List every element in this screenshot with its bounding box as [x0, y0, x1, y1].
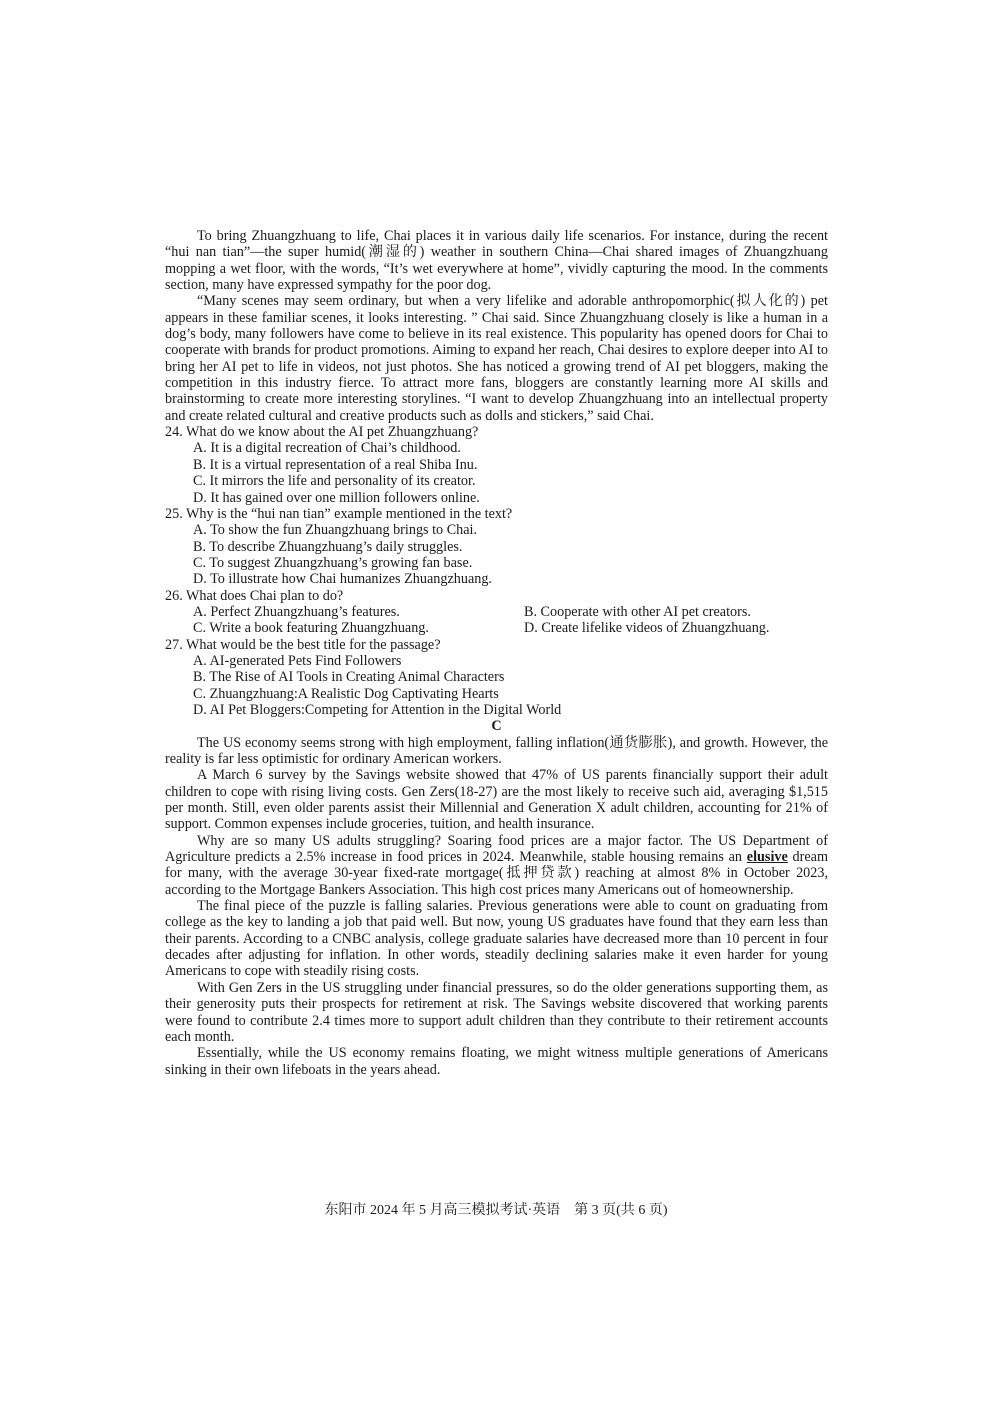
question-27-option-a: A. AI-generated Pets Find Followers — [193, 652, 402, 669]
question-25-stem: 25. Why is the “hui nan tian” example mentioned in the text? — [165, 505, 513, 522]
page-content — [165, 228, 828, 1078]
question-25-option-a: A. To show the fun Zhuangzhuang brings to Chai. — [193, 522, 478, 539]
question-25-option-b: B. To describe Zhuangzhuang’s daily struggles. — [193, 538, 463, 555]
question-26-options-row-2 — [193, 620, 828, 636]
question-27-option-c: C. Zhuangzhuang:A Realistic Dog Captivating Hearts — [193, 685, 499, 702]
question-26-option-a: A. Perfect Zhuangzhuang’s features. — [193, 603, 400, 620]
question-25-option-c: C. To suggest Zhuangzhuang’s growing fan base. — [193, 554, 473, 571]
question-27-stem: 27. What would be the best title for the passage? — [165, 636, 441, 653]
question-26-option-b: B. Cooperate with other AI pet creators. — [524, 603, 751, 620]
question-24-stem: 24. What do we know about the AI pet Zhuangzhuang? — [165, 424, 479, 441]
question-27-option-d: D. AI Pet Bloggers:Competing for Attention in the Digital World — [193, 701, 562, 718]
passage-c-paragraph-2: A March 6 survey by the Savings website showed that 47% of US parents financially support their adult children to cope with rising living costs. Gen Zers(18-27) are the most likely to receive such aid, averaging $1,515 per month. Still, even older parents assist their Millennial and Generation X adult children, accounting for 21% of support. Common expenses include groceries, tuition, and health insurance. — [165, 767, 828, 833]
question-26-option-c: C. Write a book featuring Zhuangzhuang. — [193, 620, 429, 637]
passage-c-paragraph-6: Essentially, while the US economy remains floating, we might witness multiple generations of Americans sinking in their own lifeboats in the years ahead. — [165, 1045, 828, 1078]
page-footer: 东阳市 2024 年 5 月高三模拟考试·英语 第 3 页(共 6 页) — [324, 1203, 668, 1218]
passage-c-paragraph-5: With Gen Zers in the US struggling under financial pressures, so do the older generations supporting them, as their generosity puts their prospects for retirement at risk. The Savings website discovered that working parents were found to contribute 2.4 times more to support adult children than they contribute to their retirement accounts each month. — [165, 979, 828, 1045]
question-26-option-d: D. Create lifelike videos of Zhuangzhuang. — [524, 620, 770, 637]
section-c-heading: C — [491, 718, 502, 735]
question-24-option-c: C. It mirrors the life and personality of its creator. — [193, 473, 476, 490]
question-26-stem: 26. What does Chai plan to do? — [165, 587, 344, 604]
passage-c-paragraph-4: The final piece of the puzzle is falling salaries. Previous generations were able to count on graduating from college as the key to landing a job that paid well. But now, young US graduates have found that they earn less than their parents. According to a CNBC analysis, college graduate salaries have decreased more than 10 percent in four decades after adjusting for inflation. In other words, steadily declining salaries make it even harder for young Americans to cope with steadily rising costs. — [165, 898, 828, 980]
question-24-option-b: B. It is a virtual representation of a real Shiba Inu. — [193, 456, 478, 473]
passage-c-paragraph-3 — [165, 833, 828, 898]
passage-c-paragraph-3-before: Why are so many US adults struggling? Soaring food prices are a major factor. The US Department of Agriculture predicts a 2.5% increase in food prices in 2024. Meanwhile, stable housing remains an — [165, 832, 828, 866]
passage-b-paragraph-1: To bring Zhuangzhuang to life, Chai places it in various daily life scenarios. For instance, during the recent “hui nan tian”—the super humid(潮湿的) weather in southern China—Chai shared images of Zhuangzhuang mopping a wet floor, with the words, “It’s wet everywhere at home”, vividly capturing the mood. In the comments section, many have expressed sympathy for the poor dog. — [165, 228, 828, 294]
question-26-options-row-1 — [193, 604, 828, 620]
vocabulary-keyword: elusive — [746, 849, 788, 866]
question-24-option-d: D. It has gained over one million followers online. — [193, 489, 480, 506]
passage-c-paragraph-3-after: dream for many, with the average 30-year fixed-rate mortgage(抵押贷款) reaching at almost 8% in October 2023, according to the Mortgage Bankers Association. This high cost prices many Americans out of homeownership. — [165, 849, 829, 898]
question-27-option-b: B. The Rise of AI Tools in Creating Animal Characters — [193, 669, 505, 686]
question-24-option-a: A. It is a digital recreation of Chai’s childhood. — [193, 440, 461, 457]
question-25-option-d: D. To illustrate how Chai humanizes Zhuangzhuang. — [193, 571, 492, 588]
passage-c-paragraph-1: The US economy seems strong with high employment, falling inflation(通货膨胀), and growth. However, the reality is far less optimistic for ordinary American workers. — [165, 734, 828, 767]
passage-b-paragraph-2: “Many scenes may seem ordinary, but when a very lifelike and adorable anthropomorphic(拟人化的) pet appears in these familiar scenes, it looks interesting. ” Chai said. Since Zhuangzhuang closely is like a human in a dog’s body, many followers have come to believe in its real existence. This popularity has opened doors for Chai to cooperate with brands for product promotions. Aiming to expand her reach, Chai desires to explore deeper into AI to bring her AI pet to life in videos, not just photos. She has noticed a growing trend of AI pet bloggers, making the competition in this industry fierce. To attract more fans, bloggers are constantly learning more AI skills and brainstorming to create more interesting storylines. “I want to develop Zhuangzhuang into an intellectual property and create related cultural and creative products such as dolls and stickers,” said Chai. — [165, 293, 828, 424]
